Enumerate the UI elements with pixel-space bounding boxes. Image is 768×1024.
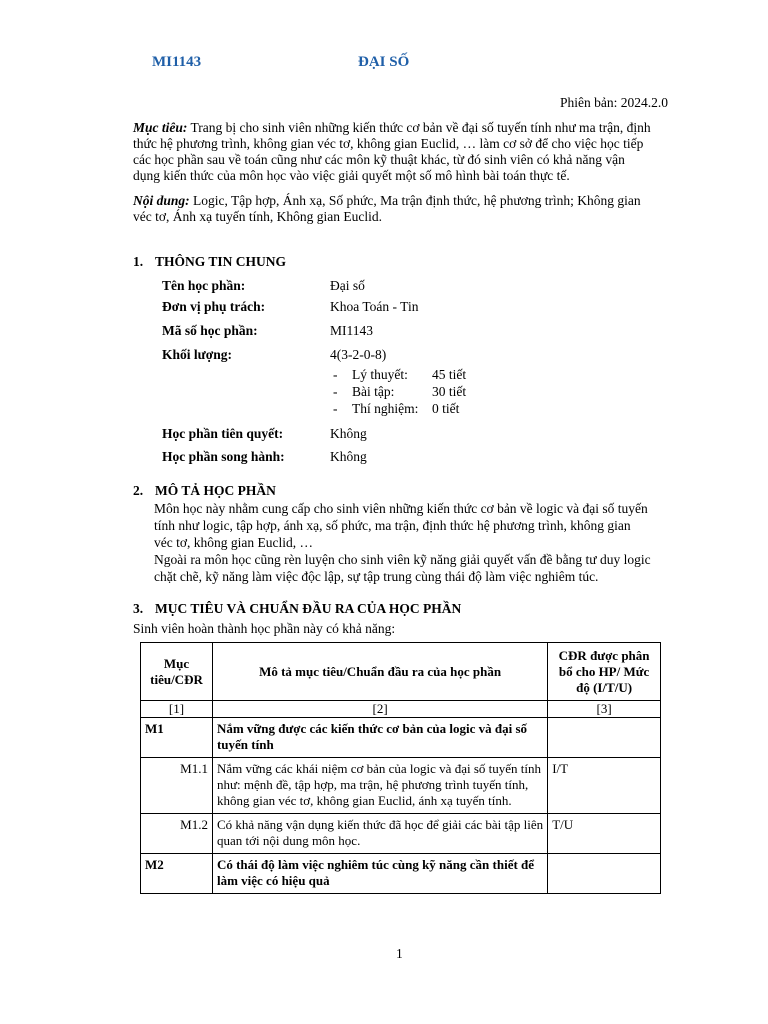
index-cell: [2]	[212, 701, 547, 718]
table-row	[141, 718, 661, 758]
info-row	[162, 347, 232, 363]
course-code: MI1143	[152, 54, 202, 70]
info-row	[162, 426, 283, 442]
info-row	[162, 278, 245, 294]
table-row	[141, 758, 661, 814]
content-line: véc tơ, Ánh xạ tuyến tính, Không gian Euclid.	[133, 209, 382, 224]
info-row	[162, 449, 285, 465]
section-title: MÔ TẢ HỌC PHẦN	[155, 483, 276, 498]
info-value: 4(3-2-0-8)	[330, 347, 387, 362]
code-cell: M1	[141, 718, 213, 758]
level-cell	[548, 718, 661, 758]
header-cell: Mô tả mục tiêu/Chuẩn đầu ra của học phần	[212, 643, 547, 701]
info-value: MI1143	[330, 323, 373, 338]
level-cell: I/T	[548, 758, 661, 814]
objectives-table	[140, 642, 661, 894]
table-index-row	[141, 701, 661, 718]
workload-name: Thí nghiệm:	[352, 401, 419, 416]
content-line: Logic, Tập hợp, Ánh xạ, Số phức, Ma trận định thức, hệ phương trình; Không gian	[189, 193, 641, 208]
list-dash: -	[333, 401, 338, 416]
info-row	[162, 299, 265, 315]
version-label: Phiên bản: 2024.2.0	[560, 95, 668, 110]
table-header-row	[141, 643, 661, 701]
course-title: ĐẠI SỐ	[358, 54, 410, 70]
goal-line: dụng kiến thức của môn học vào việc giải quyết một số mô hình bài toán thực tế.	[133, 168, 570, 183]
workload-value: 45 tiết	[432, 367, 467, 382]
list-dash: -	[333, 384, 338, 399]
goal-line: Trang bị cho sinh viên những kiến thức cơ bản về đại số tuyến tính như ma trận, định	[187, 120, 651, 135]
code-cell: M1.1	[141, 758, 213, 814]
code-cell: M1.2	[141, 814, 213, 854]
section-title: THÔNG TIN CHUNG	[155, 254, 287, 269]
workload-value: 30 tiết	[432, 384, 467, 399]
description-line: chặt chẽ, kỹ năng làm việc độc lập, sự tập trung cùng thái độ làm việc nghiêm túc.	[154, 569, 599, 584]
info-key: Học phần song hành:	[162, 449, 285, 464]
info-key: Mã số học phần:	[162, 323, 258, 338]
section-heading	[133, 254, 286, 270]
info-key: Học phần tiên quyết:	[162, 426, 284, 441]
info-key: Đơn vị phụ trách:	[162, 299, 266, 314]
info-key: Tên học phần:	[162, 278, 246, 293]
info-value: Không	[330, 449, 367, 464]
desc-cell: Có thái độ làm việc nghiêm túc cùng kỹ năng cần thiết để làm việc có hiệu quả	[212, 854, 547, 894]
goal-line: các học phần sau về toán cũng như các môn kỹ thuật khác, từ đó sinh viên có khả năng vận	[133, 152, 625, 167]
section-title: MỤC TIÊU VÀ CHUẨN ĐẦU RA CỦA HỌC PHẦN	[155, 601, 462, 616]
info-value: Khoa Toán - Tin	[330, 299, 419, 314]
content-paragraph	[133, 193, 668, 225]
goal-paragraph	[133, 120, 668, 184]
header-cell: CĐR được phân bổ cho HP/ Mức độ (I/T/U)	[548, 643, 661, 701]
section-heading	[133, 601, 461, 617]
description-line: Ngoài ra môn học cũng rèn luyện cho sinh viên kỹ năng giải quyết vấn đề bằng tư duy logic	[154, 552, 651, 567]
index-cell: [1]	[141, 701, 213, 718]
desc-cell: Có khả năng vận dụng kiến thức đã học để giải các bài tập liên quan tới nội dung môn học.	[212, 814, 547, 854]
level-cell	[548, 854, 661, 894]
table-row	[141, 814, 661, 854]
info-value: Không	[330, 426, 367, 441]
section-number: 1.	[133, 254, 144, 269]
workload-name: Lý thuyết:	[352, 367, 408, 382]
level-cell: T/U	[548, 814, 661, 854]
description-line: tính như logic, tập hợp, ánh xạ, số phức, ma trận, định thức hệ phương trình, không gian	[154, 518, 631, 533]
list-dash: -	[333, 367, 338, 382]
section-heading	[133, 483, 276, 499]
header-cell: Mục tiêu/CĐR	[141, 643, 213, 701]
section-number: 3.	[133, 601, 144, 616]
description-paragraph	[154, 500, 668, 585]
table-row	[141, 854, 661, 894]
workload-value: 0 tiết	[432, 401, 460, 416]
goal-line: thức hệ phương trình, không gian véc tơ, không gian Euclid, … làm cơ sở để cho việc học tiếp	[133, 136, 644, 151]
section-number: 2.	[133, 483, 144, 498]
info-row	[162, 323, 258, 339]
content-label: Nội dung:	[133, 193, 190, 208]
table-intro: Sinh viên hoàn thành học phần này có khả năng:	[133, 621, 396, 636]
desc-cell: Nắm vững các khái niệm cơ bản của logic và đại số tuyến tính như: mệnh đề, tập hợp, ma trận, hệ phương trình tuyến tính, không gian véc tơ, không gian Euclid, ánh xạ tuyến tính.	[212, 758, 547, 814]
description-line: Môn học này nhằm cung cấp cho sinh viên những kiến thức cơ bản về logic và đại số tuyến	[154, 501, 648, 516]
page-number: 1	[396, 946, 403, 961]
info-key: Khối lượng:	[162, 347, 232, 362]
index-cell: [3]	[548, 701, 661, 718]
goal-label: Mục tiêu:	[133, 120, 188, 135]
code-cell: M2	[141, 854, 213, 894]
workload-name: Bài tập:	[352, 384, 395, 399]
description-line: véc tơ, không gian Euclid, …	[154, 535, 313, 550]
desc-cell: Nắm vững được các kiến thức cơ bản của logic và đại số tuyến tính	[212, 718, 547, 758]
info-value: Đại số	[330, 278, 365, 293]
